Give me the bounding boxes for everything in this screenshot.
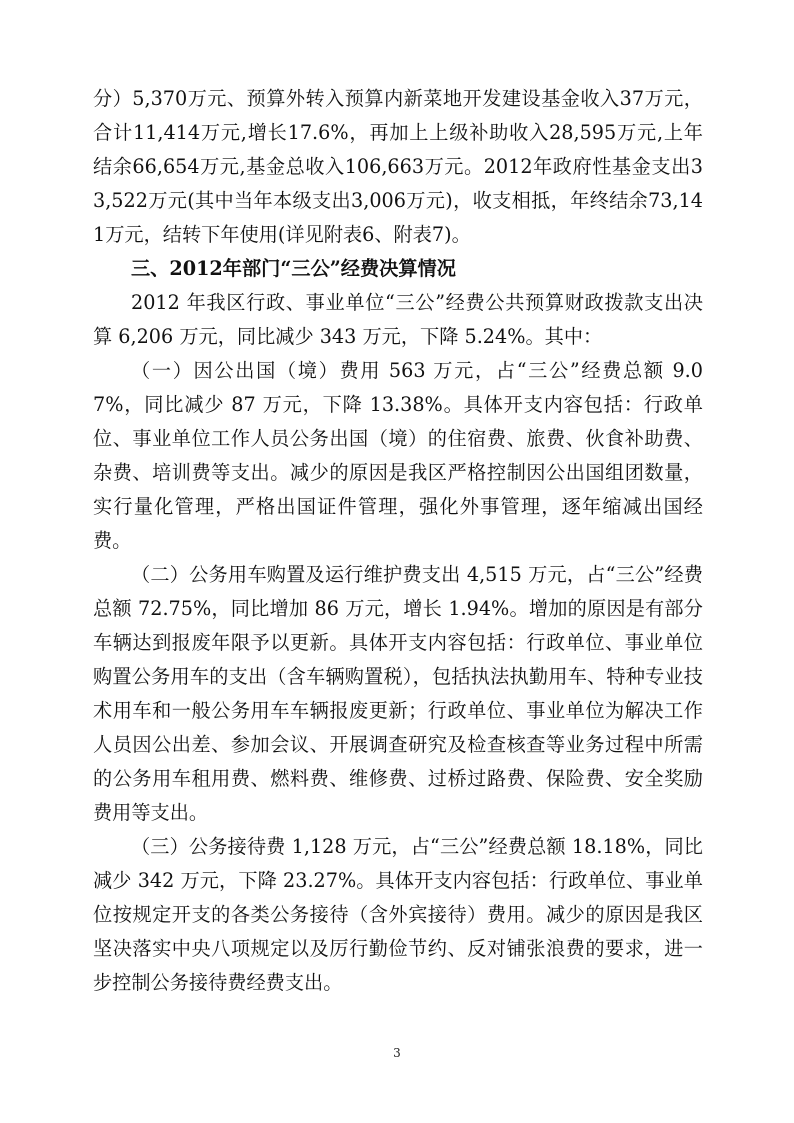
paragraph-overview: 2012 年我区行政、事业单位“三公”经费公共预算财政拨款支出决算 6,206 万元，同比减少 343 万元，下降 5.24%。其中： — [93, 291, 703, 348]
paragraph-fund-summary: 分）5,370万元、预算外转入预算内新菜地开发建设基金收入37万元，合计11,414万元,增长17.6%，再加上上级补助收入28,595万元,上年结余66,654万元,基金总收入106,663万元。2012年政府性基金支出33,522万元(其中当年本级支出3,006万元)，收支相抵，年终结余73,141万元，结转下年使用(详见附表6、附表7)。 — [93, 87, 703, 246]
section-heading: 三、2012年部门“三公”经费决算情况 — [131, 257, 456, 280]
paragraph-vehicles: （二）公务用车购置及运行维护费支出 4,515 万元，占“三公”经费总额 72.75%，同比增加 86 万元，增长 1.94%。增加的原因是有部分车辆达到报废年限予以更新。具体开支内容包括：行政单位、事业单位购置公务用车的支出（含车辆购置税），包括执法执勤用车、特种专业技术用车和一般公务用车车辆报废更新；行政单位、事业单位为解决工作人员因公出差、参加会议、开展调查研究及检查核查等业务过程中所需的公务用车租用费、燃料费、维修费、过桥过路费、保险费、安全奖励费用等支出。 — [93, 563, 703, 824]
document-body — [93, 82, 703, 1000]
page-number: 3 — [393, 1046, 401, 1060]
paragraph-reception: （三）公务接待费 1,128 万元，占“三公”经费总额 18.18%，同比减少 342 万元，下降 23.27%。具体开支内容包括：行政单位、事业单位按规定开支的各类公务接待（含外宾接待）费用。减少的原因是我区坚决落实中央八项规定以及厉行勤俭节约、反对铺张浪费的要求，进一步控制公务接待费经费支出。 — [93, 835, 703, 994]
paragraph-overseas-travel: （一）因公出国（境）费用 563 万元，占“三公”经费总额 9.07%，同比减少 87 万元，下降 13.38%。具体开支内容包括：行政单位、事业单位工作人员公务出国（境）的住宿费、旅费、伙食补助费、杂费、培训费等支出。减少的原因是我区严格控制因公出国组团数量，实行量化管理，严格出国证件管理，强化外事管理，逐年缩减出国经费。 — [93, 359, 703, 552]
